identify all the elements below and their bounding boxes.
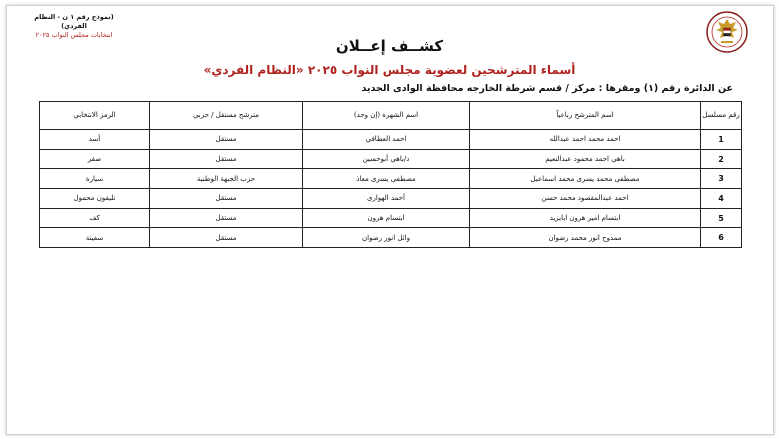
cell-popular-name: مصطفى يسرى معاذ: [303, 169, 470, 189]
cell-name: احمد عبدالمقصود محمد حسن: [470, 189, 701, 209]
form-number-line: (نموذج رقم ١ ن - النظام الفردي): [34, 13, 114, 30]
cell-symbol: صقر: [40, 149, 150, 169]
header-popular-name: اسم الشهرة (إن وجد): [303, 102, 470, 130]
candidates-table: [39, 101, 742, 248]
table-row: [40, 228, 742, 248]
cell-name: ممدوح انور محمد رضوان: [470, 228, 701, 248]
election-line: انتخابات مجلس النواب ٢٠٢٥: [35, 31, 113, 39]
cell-affiliation: مستقل: [150, 208, 303, 228]
table-row: [40, 208, 742, 228]
cell-popular-name: ابتسام هرون: [303, 208, 470, 228]
cell-affiliation: حزب الجبهة الوطنية: [150, 169, 303, 189]
page-subtitle: أسماء المترشحين لعضوية مجلس النواب ٢٠٢٥ «النظام الفردي»: [203, 63, 576, 77]
cell-affiliation: مستقل: [150, 189, 303, 209]
cell-symbol: سفينة: [40, 228, 150, 248]
cell-name: ابتسام امير هرون ابايزيد: [470, 208, 701, 228]
district-info: عن الدائرة رقم (١) ومقرها : مركز / قسم شرطة الخارجه محافظة الوادى الجديد: [361, 83, 733, 94]
cell-symbol: أسد: [40, 130, 150, 150]
table-row: [40, 189, 742, 209]
cell-number: 4: [701, 189, 742, 209]
header-name: اسم المترشح رباعياً: [470, 102, 701, 130]
cell-popular-name: د/باهي أبوحسين: [303, 149, 470, 169]
page-title: كشــف إعــلان: [335, 37, 444, 55]
cell-symbol: سيارة: [40, 169, 150, 189]
cell-popular-name: وائل انور رضوان: [303, 228, 470, 248]
cell-name: باهي احمد محمود عبدالنعيم: [470, 149, 701, 169]
cell-affiliation: مستقل: [150, 228, 303, 248]
cell-name: احمد محمد احمد عبدالله: [470, 130, 701, 150]
cell-popular-name: أحمد الهوارى: [303, 189, 470, 209]
cell-affiliation: مستقل: [150, 149, 303, 169]
table-row: [40, 149, 742, 169]
table-row: [40, 130, 742, 150]
header-affiliation: مترشح مستقل / حزبي: [150, 102, 303, 130]
form-number-note: [28, 13, 120, 40]
header-symbol: الرمز الانتخابي: [40, 102, 150, 130]
cell-number: 6: [701, 228, 742, 248]
header-number: رقم مسلسل: [701, 102, 742, 130]
cell-name: مصطفى محمد يسرى محمد اسماعيل: [470, 169, 701, 189]
cell-number: 5: [701, 208, 742, 228]
cell-affiliation: مستقل: [150, 130, 303, 150]
cell-symbol: تليفون محمول: [40, 189, 150, 209]
cell-number: 2: [701, 149, 742, 169]
cell-number: 3: [701, 169, 742, 189]
table-header-row: [40, 102, 742, 130]
cell-number: 1: [701, 130, 742, 150]
table-row: [40, 169, 742, 189]
cell-symbol: كف: [40, 208, 150, 228]
cell-popular-name: احمد العطافي: [303, 130, 470, 150]
